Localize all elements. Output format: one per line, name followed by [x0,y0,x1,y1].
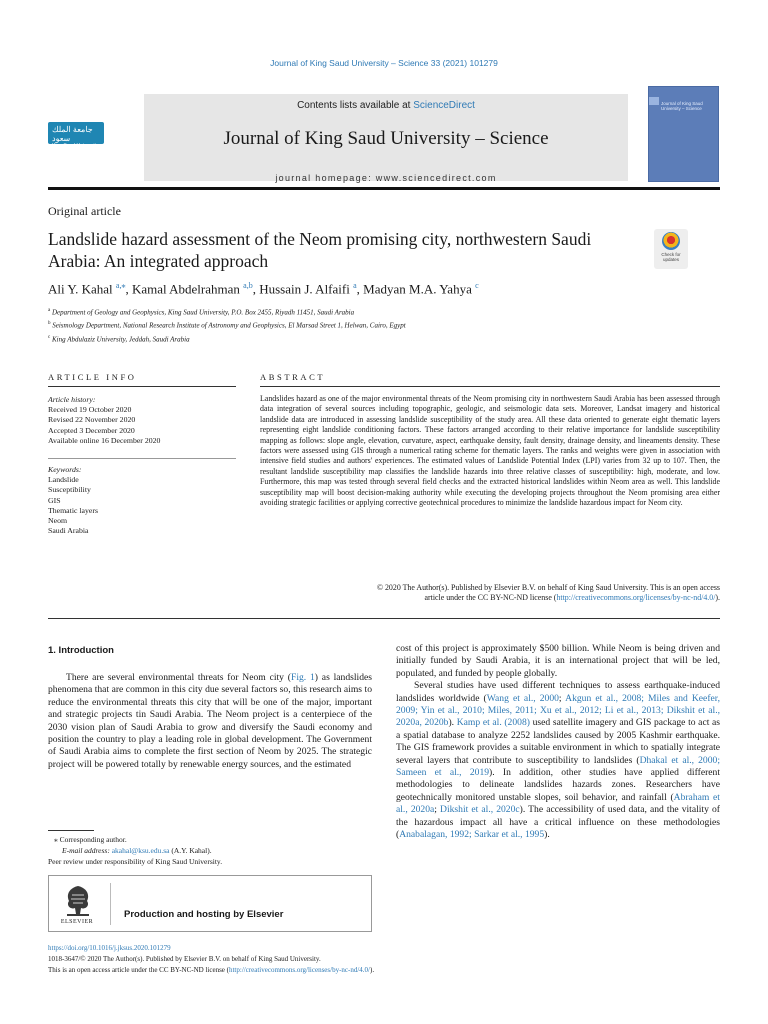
peer-review-note: Peer review under responsibility of King Saud University. [48,857,223,866]
intro-text: Several studies have used different techniques to assess earthquake-induced landslides worldwide ( [396,680,720,704]
keywords-label: Keywords: [48,465,82,474]
citation-link[interactable]: Dikshit et al., 2020c [440,804,520,816]
abstract-heading: ABSTRACT [260,372,326,382]
affiliation-marker: a [48,308,51,313]
logo-arabic-text: جامعة الملك سعود [52,125,93,143]
affiliation-text: Seismology Department, National Research Institute of Astronomy and Geophysics, El Marsad Street 1, Helwan, Cairo, Egypt [52,321,406,330]
intro-text: ) as landslides phenomena that are common in this city due several factors so, this research aims to reduce the environmental threats this city that will be one of the major, important and strategic projects tin Saudi Arabia. The Neom project is a centerpiece of the 2030 vision plan of Saudi Arabia to grow and diversify the Saudi economy and position the country to play a leading role in global development. The Government of Saudi Arabia aims to complete the first section of Neom by 2025. The strategic project will be powered totally by renewable energy sources, and the estimated [48,672,372,770]
citation-separator: ; [434,804,441,816]
history-item: Revised 22 November 2020 [48,415,136,425]
affiliation-text: King Abdulaziz University, Jeddah, Saudi Arabia [51,334,190,343]
affiliation-item [48,305,406,318]
author-affiliation-link[interactable]: a [353,281,357,290]
journal-cover-image [648,86,719,182]
article-history [48,395,160,446]
email-label: E-mail address: [62,846,110,855]
intro-right-column [396,643,720,842]
abstract-copyright [260,583,720,604]
affiliation-item [48,332,406,345]
license-prefix: article under the CC BY-NC-ND license ( [424,593,557,603]
affiliation-item [48,318,406,331]
intro-left-column [48,672,372,771]
history-item: Available online 16 December 2020 [48,435,161,445]
email-note [48,845,222,856]
author-name: Ali Y. Kahal [48,281,113,297]
footnotes [48,834,222,867]
author-name: Hussain J. Alfaifi [259,281,350,297]
elsevier-wordmark: ELSEVIER [60,919,94,925]
citation-link[interactable]: Anabalagan, 1992; Sarkar et al., 1995 [399,829,545,841]
hosting-label: Production and hosting by Elsevier [124,909,284,920]
intro-text: There are several environmental threats for Neom city ( [66,672,291,683]
contents-prefix: Contents lists available at [297,100,414,111]
citation-link[interactable]: Kamp et al. (2008) [456,717,530,729]
copyright-line-1: © 2020 The Author(s). Published by Elsevier B.V. on behalf of King Saud University. This is an open access [377,583,720,592]
license-suffix: ). [715,593,720,603]
author-list: Ali Y. Kahal $^{a,⁎}$, Kamal Abdelrahman $^{a,b}$, Hussain J. Alfaifi $^a$, Madyan M.A. Yahya $^c$ [48,281,479,297]
license-link[interactable]: http://creativecommons.org/licenses/by-nc-nd/4.0/ [556,593,716,603]
cover-decoration [649,97,659,105]
history-item: Accepted 3 December 2020 [48,425,135,435]
intro-text: ). [544,829,550,841]
masthead-box [144,94,628,181]
cover-title: Journal of King Saud University – Science [661,101,703,112]
crossmark-icon [662,232,680,250]
intro-text: ). [448,717,457,729]
issn-line: 1018-3647/© 2020 The Author(s). Published by Elsevier B.V. on behalf of King Saud University. [48,955,321,963]
citation-link[interactable]: Abraham et al., 2020a [396,791,720,816]
affiliation-text: Department of Geology and Geophysics, King Saud University, P.O. Box 2455, Riyadh 11451, Saudi Arabia [51,308,355,317]
author-name: Kamal Abdelrahman [131,281,240,297]
logo-english-text: King Saud University [52,143,99,149]
citation-separator: ; [558,692,566,704]
oa-prefix: This is an open access article under the CC BY-NC-ND license ( [48,966,229,974]
figure-1-link[interactable]: Fig. 1 [290,672,315,683]
intro-paragraph: cost of this project is approximately $500 billion. While Neom is being driven and initially funded by Saudi Arabia, it is an international project that will be led, populated, and funded by people globally. [396,643,720,679]
citation-link[interactable]: Dhakal et al., 2000; Sameen et al., 2019 [396,754,720,779]
sciencedirect-link[interactable]: ScienceDirect [413,100,475,111]
article-title: Landslide hazard assessment of the Neom promising city, northwestern Saudi Arabia: An integrated approach [48,229,592,271]
corresponding-author-note: ⁎ Corresponding author. [54,835,127,844]
king-saud-university-logo [48,122,104,149]
author-name: Madyan M.A. Yahya [363,281,472,297]
article-info-heading: ARTICLE INFO [48,372,137,382]
keywords-divider [48,458,236,459]
keyword-item: Thematic layers [48,505,99,515]
keywords [48,465,98,536]
journal-title: Journal of King Saud University – Science [223,128,549,149]
keyword-item: Susceptibility [48,485,91,495]
doi-block [48,943,374,976]
article-info-divider [48,386,236,387]
author-affiliation-link[interactable]: a,⁎ [115,281,126,290]
email-suffix: (A.Y. Kahal). [169,846,212,855]
oa-license-link[interactable]: http://creativecommons.org/licenses/by-nc-nd/4.0/ [228,966,370,974]
author-affiliation-link[interactable]: c [475,281,479,290]
elsevier-tree-logo-icon [63,883,93,917]
citation-link[interactable]: Akgun et al., 2008; Miles and Keefer, 2009; Yin et al., 2010; Miles, 2011; Xu et al., 2012; Li et al., 2013; Dikshit et al., 2020a, 2020b [396,692,720,729]
copyright-line-2 [260,593,720,603]
journal-homepage[interactable]: journal homepage: www.sciencedirect.com [275,173,497,183]
keyword-item: Neom [48,516,68,526]
email-link[interactable]: akahal@ksu.edu.sa [111,846,170,855]
affiliations [48,305,406,345]
abstract-divider [260,386,720,387]
introduction-heading: 1. Introduction [48,645,114,656]
contents-line [144,100,628,111]
author-affiliation-link[interactable]: a,b [243,281,253,290]
citation-link[interactable]: Wang et al., 2000 [486,692,559,704]
journal-masthead [48,86,720,186]
open-access-line [48,965,374,976]
intro-text: ). The accessibility of used data, and the vitality of the hazardous impact all have a critical influence on these methodologies ( [396,804,720,841]
history-item: Received 19 October 2020 [48,405,132,415]
footnote-divider [48,830,94,831]
affiliation-marker: c [48,334,51,340]
keyword-item: Saudi Arabia [48,526,89,536]
intro-text: ). In addition, other studies have applied different methodologies to delineate landslides hazards zones. Researchers have geotechnically monitored unstable slopes, soil behavior, and rainfall ( [396,767,720,803]
oa-suffix: ). [370,966,375,974]
article-type: Original article [48,204,121,218]
intro-paragraph [396,680,720,841]
keyword-item: Landslide [48,475,79,485]
abstract-text: Landslides hazard as one of the major environmental threats of the Neom promising city in northwestern Saudi Arabia has been assessed through data integration of several sources including topographic, geologic, and seismologic data sets. Moreover, Landsat imagery and historical landslide data are introduced in assessing landslide susceptibility of the study area. All these data oriented to generate eight thematic layers representing eight landslide conditioning factors. These factors arranged according to their relative importance for landslide susceptibility mapping as follows: slope angle, elevation, curvature, aspect, earthquake density, fault density, drainage density, and lineaments density. These factors were assessed using GIS through a numerical rating scheme for thematic layers. The ranks and weights were given in association with intensive field studies and authors' experiences. The estimated values of Landslide Potential Index (LPI) varies from 32 up to 107. Then, the resultant landslide susceptibility map classifies the landslide hazards into three relative classes of susceptibility: high, moderate, and low. Furthermore, this map was tested through several field checks and the extracted historical landslides within Neom area as well. This landslide susceptibility map will boost decision-making authority while executing the developing projects throughout the Neom promising area either avoiding strategic facilities or applying corrective geotechnical procedures to minimize the landslide hazardous impact for Neom city. [260,394,720,508]
body-divider [48,618,720,619]
doi-link[interactable]: https://doi.org/10.1016/j.jksus.2020.101279 [48,944,171,952]
keyword-item: GIS [48,495,61,505]
history-label: Article history: [48,395,96,404]
affiliation-marker: b [48,321,51,327]
intro-text: used satellite imagery and GIS package to act as a spatial database to analyze 2252 landslides caused by 2005 Kashmir earthquake. The GIS framework provides a suitable environment in which to spatially integrate several layers that contribute to susceptibility to landslides ( [396,717,721,766]
check-for-updates-button[interactable] [654,229,688,269]
running-head[interactable]: Journal of King Saud University – Science 33 (2021) 101279 [270,58,498,68]
elsevier-divider [110,883,111,925]
crossmark-label: Check for updates [661,252,681,262]
masthead-divider [48,187,720,190]
elsevier-hosting-box [48,875,372,932]
